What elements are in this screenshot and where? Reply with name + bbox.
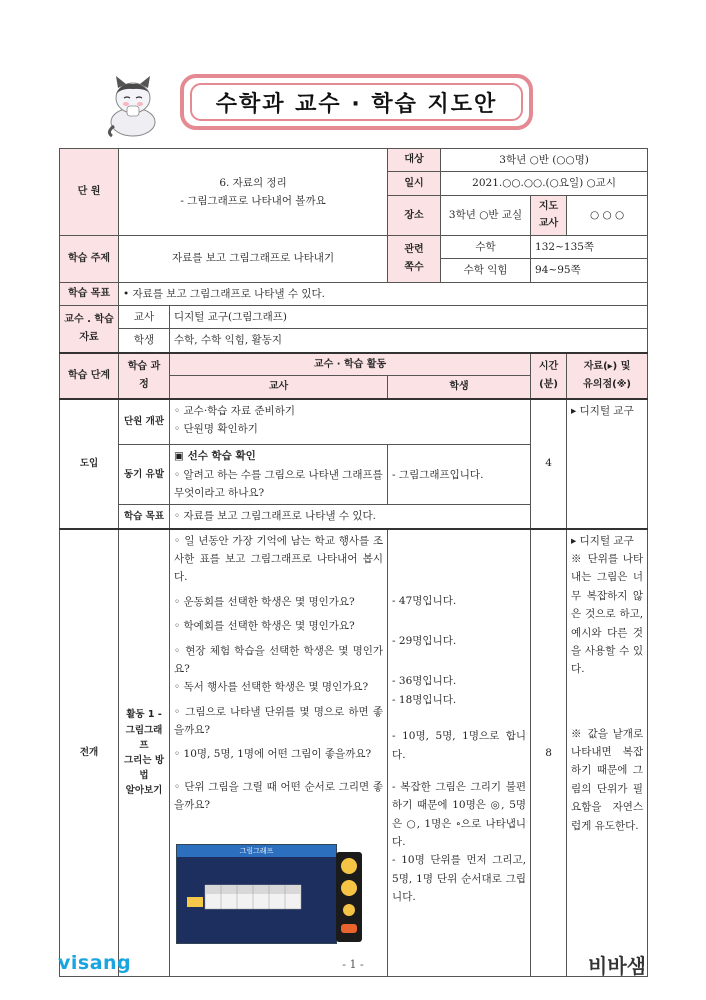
dev-note3: ※ 값을 낱개로 나타내면 복잡하기 때문에 그림의 단위가 필요함을 자연스럽게 유도한다. [571, 727, 644, 832]
page-number: - 1 - [342, 958, 364, 971]
related-book2: 수학 익힘 [441, 259, 531, 282]
mat-teacher-value: 디지털 교구(그림그래프) [170, 305, 648, 328]
topic-label: 학습 주제 [60, 235, 119, 282]
screenshot-side-panel [336, 852, 362, 942]
materials-label-line2: 자료 [79, 331, 99, 343]
motivation-student: - 그림그래프입니다. [388, 445, 531, 505]
activity-label-line1: 활동 1 - [126, 709, 162, 721]
motivation-teacher: ◦ 알려고 하는 수를 그림으로 나타낸 그래프를 무엇이라고 하나요? [174, 468, 383, 499]
motivation-heading: ▣ 선수 학습 확인 [174, 450, 256, 463]
page-title: 수학과 교수 · 학습 지도안 [190, 83, 523, 121]
screenshot-graph-icon [185, 883, 305, 913]
place-value: 3학년 ○반 교실 [441, 195, 531, 235]
dev-student-line: - 복잡한 그림은 그리기 불편하기 때문에 10명은 ◎, 5명은 ○, 1명은 ∘으로 나타냅니다. [392, 780, 527, 848]
mat-teacher-label: 교사 [119, 305, 170, 328]
notes-header-line1: 자료(▸) 및 [583, 361, 631, 373]
visang-logo: visang [58, 952, 132, 974]
dev-note1: ▸ 디지털 교구 [571, 534, 634, 547]
unit-open-line2: ◦ 단원명 확인하기 [174, 423, 258, 435]
dev-notes-cell [567, 529, 648, 977]
related-label-line1: 관련 [404, 244, 424, 256]
notes-header [567, 353, 648, 399]
related-label-line2: 쪽수 [404, 261, 424, 273]
intro-time: 4 [531, 399, 567, 529]
time-header [531, 353, 567, 399]
dev-stage: 전개 [60, 529, 119, 977]
time-header-line2: (분) [539, 378, 558, 390]
title-box [180, 74, 533, 130]
dev-teacher-line: ◦ 단위 그림을 그릴 때 어떤 순서로 그리면 좋을까요? [174, 780, 384, 812]
unit-line2: - 그림그래프로 나타내어 볼까요 [180, 194, 326, 207]
unit-open-text [170, 399, 531, 445]
notes-header-line2: 유의점(※) [583, 378, 631, 390]
unit-open-line1: ◦ 교수·학습 자료 준비하기 [174, 404, 295, 417]
screenshot-title: 그림그래프 [177, 845, 336, 857]
related-label [388, 235, 441, 282]
unit-label: 단 원 [60, 149, 119, 236]
dev-student-cell [388, 529, 531, 977]
activity-label-line3: 그리는 방법 [123, 754, 164, 782]
topic-value: 자료를 보고 그림그래프로 나타내기 [119, 235, 388, 282]
dev-student-line: - 10명, 5명, 1명으로 합니다. [392, 730, 527, 761]
related-book1: 수학 [441, 235, 531, 258]
unit-line1: 6. 자료의 정리 [219, 176, 287, 189]
intro-goal-label: 학습 목표 [119, 505, 170, 529]
intro-goal-text: ◦ 자료를 보고 그림그래프로 나타낼 수 있다. [170, 505, 531, 529]
mat-student-label: 학생 [119, 329, 170, 353]
dev-teacher-line: ◦ 그림으로 나타낼 단위를 몇 명으로 하면 좋을까요? [174, 705, 384, 736]
intro-note [567, 399, 648, 529]
process-header: 학습 과정 [119, 353, 170, 399]
motivation-label: 동기 유발 [119, 445, 170, 505]
mat-student-value: 수학, 수학 익힘, 활동지 [170, 329, 648, 353]
dev-teacher-line: ◦ 독서 행사를 선택한 학생은 몇 명인가요? [174, 681, 369, 694]
teacher-header: 교사 [170, 376, 388, 399]
dev-teacher-line: ◦ 학예회를 선택한 학생은 몇 명인가요? [174, 620, 355, 633]
activity-header: 교수 · 학습 활동 [170, 353, 531, 376]
dev-teacher-line: ◦ 현장 체험 학습을 선택한 학생은 몇 명인가요? [174, 644, 384, 675]
unit-open-label: 단원 개관 [119, 399, 170, 445]
dev-student-line: - 10명 단위를 먼저 그리고, 5명, 1명 단위 순서대로 그립니다. [392, 854, 527, 904]
materials-label-line1: 교수 . 학습 [64, 314, 114, 326]
vivasam-logo: 비바샘 [588, 954, 646, 978]
teacher-label: 지도 교사 [531, 195, 567, 235]
stage-header: 학습 단계 [60, 353, 119, 399]
date-value: 2021.○○.○○.(○요일) ○교시 [441, 172, 648, 195]
dev-teacher-line: ◦ 운동회를 선택한 학생은 몇 명인가요? [174, 595, 355, 608]
digital-tool-screenshot [176, 844, 337, 944]
dev-student-line: - 47명입니다. [392, 594, 457, 607]
activity-label [119, 529, 170, 977]
dev-teacher-line: ◦ 10명, 5명, 1명에 어떤 그림이 좋을까요? [174, 748, 372, 761]
place-label: 장소 [388, 195, 441, 235]
smiley-icon [339, 856, 359, 936]
student-header: 학생 [388, 376, 531, 399]
dev-time: 8 [531, 529, 567, 977]
related-pages2: 94~95쪽 [531, 259, 648, 282]
dev-student-line: - 18명입니다. [392, 693, 457, 706]
related-pages1: 132~135쪽 [531, 235, 648, 258]
motivation-teacher-cell [170, 445, 388, 505]
date-label: 일시 [388, 172, 441, 195]
goal-value: • 자료를 보고 그림그래프로 나타낼 수 있다. [119, 282, 648, 305]
cat-mascot-icon [102, 72, 164, 138]
unit-value [119, 149, 388, 236]
dev-student-line: - 29명입니다. [392, 635, 457, 647]
time-header-line1: 시간 [538, 361, 559, 373]
dev-student-line: - 36명입니다. [392, 675, 457, 688]
activity-label-line2: 그림그래프 [125, 724, 163, 751]
target-label: 대상 [388, 149, 441, 172]
materials-label [60, 305, 119, 352]
intro-stage: 도입 [60, 399, 119, 529]
intro-note-text: ▸ 디지털 교구 [571, 404, 634, 417]
activity-label-line4: 알아보기 [125, 785, 163, 797]
goal-label: 학습 목표 [60, 282, 119, 305]
target-value: 3학년 ○반 (○○명) [441, 149, 648, 172]
dev-teacher-line: ◦ 일 년동안 가장 기억에 남는 학교 행사를 조사한 표를 보고 그림그래프로 나타내어 봅시다. [174, 534, 384, 584]
dev-note2: ※ 단위를 나타내는 그림은 너무 복잡하지 않은 것으로 하고, 예시와 다른 것을 사용할 수 있다. [571, 553, 644, 676]
teacher-value: ○ ○ ○ [567, 195, 648, 235]
